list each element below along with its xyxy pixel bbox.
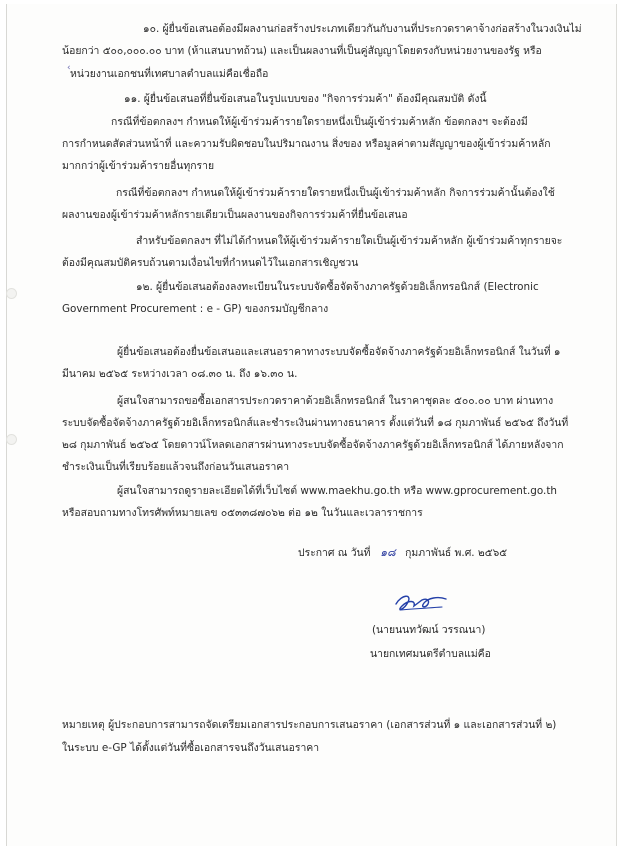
- punch-hole-bottom: [6, 434, 17, 445]
- para11-line6: ผลงานของผู้เข้าร่วมค้าหลักรายเดียวเป็นผลงานของกิจการร่วมค้าที่ยื่นข้อเสนอ: [62, 209, 408, 221]
- para11-line2: กรณีที่ข้อตกลงฯ กำหนดให้ผู้เข้าร่วมค้ารายใดรายหนึ่งเป็นผู้เข้าร่วมค้าหลัก ข้อตกลงฯ จะต้องมี: [111, 116, 528, 128]
- purchase-line4: ชำระเงินเป็นที่เรียบร้อยแล้วจนถึงก่อนวันเสนอราคา: [62, 461, 290, 473]
- para12-line2: Government Procurement : e - GP) ของกรมบัญชีกลาง: [62, 303, 329, 315]
- note-line2: ในระบบ e-GP ได้ตั้งแต่วันที่ซื้อเอกสารจนถึงวันเสนอราคา: [62, 742, 320, 754]
- submission-line2: มีนาคม ๒๕๖๕ ระหว่างเวลา ๐๘.๓๐ น. ถึง ๑๖.๓๐ น.: [62, 368, 298, 380]
- signer-name: (นายนนทวัฒน์ วรรณนา): [372, 624, 486, 636]
- punch-hole-top: [6, 288, 17, 299]
- para11-line8: ต้องมีคุณสมบัติครบถ้วนตามเงื่อนไขที่กำหนดไว้ในเอกสารเชิญชวน: [62, 257, 359, 269]
- announce-prefix: ประกาศ ณ วันที่: [298, 547, 371, 559]
- para10-line3: หน่วยงานเอกชนที่เทศบาลตำบลแม่คือเชื่อถือ: [70, 68, 269, 80]
- website-line1: ผู้สนใจสามารถดูรายละเอียดได้ที่เว็บไซต์ www.maekhu.go.th หรือ www.gprocurement.go.th: [117, 485, 557, 497]
- purchase-line3: ๒๘ กุมภาพันธ์ ๒๕๖๕ โดยดาวน์โหลดเอกสารผ่านทางระบบจัดซื้อจัดจ้างภาครัฐด้วยอิเล็กทรอนิกส์ ได้ภายหลังจาก: [62, 439, 564, 451]
- signature: [392, 590, 450, 616]
- para12-line1: ๑๒. ผู้ยื่นข้อเสนอต้องลงทะเบียนในระบบจัดซื้อจัดจ้างภาครัฐด้วยอิเล็กทรอนิกส์ (Electronic: [136, 281, 539, 293]
- note-line1: หมายเหตุ ผู้ประกอบการสามารถจัดเตรียมเอกสารประกอบการเสนอราคา (เอกสารส่วนที่ ๑ และเอกสารส่วนที่ ๒): [62, 719, 557, 731]
- pen-mark: ‹: [67, 63, 71, 73]
- signer-title: นายกเทศมนตรีตำบลแม่คือ: [370, 648, 491, 660]
- submission-line1: ผู้ยื่นข้อเสนอต้องยื่นข้อเสนอและเสนอราคาทางระบบจัดซื้อจัดจ้างภาครัฐด้วยอิเล็กทรอนิกส์ ในวันที่ ๑: [117, 346, 561, 358]
- para11-line1: ๑๑. ผู้ยื่นข้อเสนอที่ยื่นข้อเสนอในรูปแบบของ "กิจการร่วมค้า" ต้องมีคุณสมบัติ ดังนี้: [124, 93, 487, 105]
- para11-line7: สำหรับข้อตกลงฯ ที่ไม่ได้กำหนดให้ผู้เข้าร่วมค้ารายใดเป็นผู้เข้าร่วมค้าหลัก ผู้เข้าร่วมค้าทุกรายจะ: [136, 235, 563, 247]
- para10-line1: ๑๐. ผู้ยื่นข้อเสนอต้องมีผลงานก่อสร้างประเภทเดียวกันกับงานที่ประกวดราคาจ้างก่อสร้างในวงเงินไม่: [143, 23, 582, 35]
- para11-line5: กรณีที่ข้อตกลงฯ กำหนดให้ผู้เข้าร่วมค้ารายใดรายหนึ่งเป็นผู้เข้าร่วมค้าหลัก กิจการร่วมค้านั้นต้องใช้: [116, 187, 555, 199]
- purchase-line1: ผู้สนใจสามารถขอซื้อเอกสารประกวดราคาด้วยอิเล็กทรอนิกส์ ในราคาชุดละ ๕๐๐.๐๐ บาท ผ่านทาง: [117, 395, 554, 407]
- announce-day: ๑๘: [380, 546, 396, 559]
- website-line2: หรือสอบถามทางโทรศัพท์หมายเลข ๐๕๓๓๘๗๐๖๒ ต่อ ๑๒ ในวันและเวลาราชการ: [62, 507, 423, 519]
- para10-line2: น้อยกว่า ๕๐๐,๐๐๐.๐๐ บาท (ห้าแสนบาทถ้วน) และเป็นผลงานที่เป็นคู่สัญญาโดยตรงกับหน่วยงานของรัฐ หรือ: [62, 45, 542, 57]
- para11-line3: การกำหนดสัดส่วนหน้าที่ และความรับผิดชอบในปริมาณงาน สิ่งของ หรือมูลค่าตามสัญญาของผู้เข้าร่วมค้าหลัก: [62, 138, 551, 150]
- para11-line4: มากกว่าผู้เข้าร่วมค้ารายอื่นทุกราย: [62, 160, 215, 172]
- announce-date-line: [298, 546, 507, 560]
- purchase-line2: ระบบจัดซื้อจัดจ้างภาครัฐด้วยอิเล็กทรอนิกส์และชำระเงินผ่านทางธนาคาร ตั้งแต่วันที่ ๑๘ กุมภาพันธ์ ๒๕๖๕ ถึงวันที่: [62, 417, 569, 429]
- announce-suffix: กุมภาพันธ์ พ.ศ. ๒๕๖๕: [405, 547, 508, 559]
